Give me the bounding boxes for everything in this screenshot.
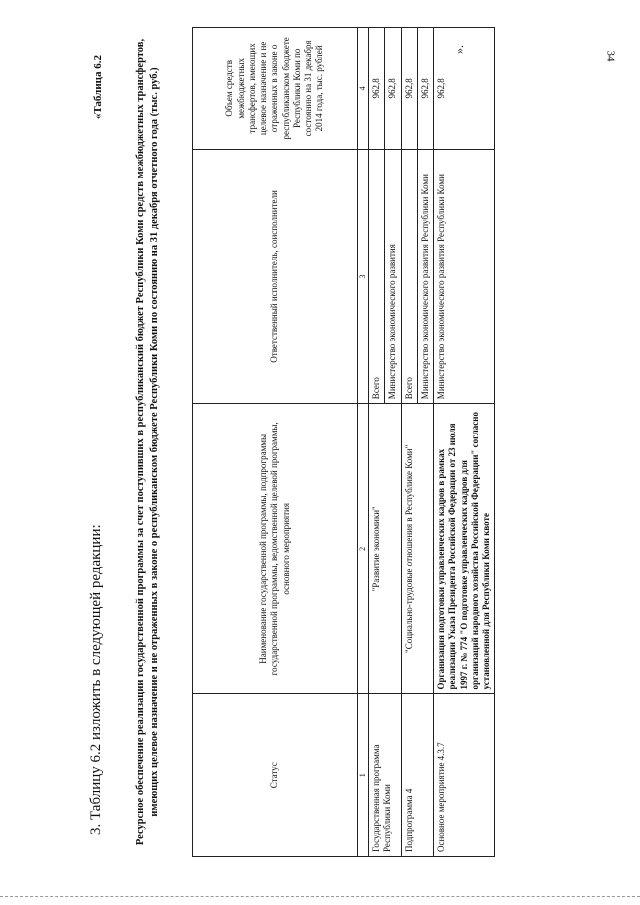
table-row bbox=[369, 28, 385, 857]
column-number: 3 bbox=[358, 149, 369, 404]
row-status: Подпрограмма 4 bbox=[401, 694, 434, 857]
table-row bbox=[401, 28, 417, 857]
row-name: "Развитие экономики" bbox=[369, 404, 402, 694]
table-header-row bbox=[193, 28, 358, 857]
row-value: 962,8 bbox=[401, 28, 417, 150]
footer-divider bbox=[0, 894, 640, 897]
row-value: 962,8 bbox=[417, 28, 433, 150]
column-number: 2 bbox=[358, 404, 369, 694]
table-row bbox=[434, 28, 495, 857]
page-number: 34 bbox=[604, 50, 617, 62]
row-value: 962,8 bbox=[385, 28, 401, 150]
resource-table bbox=[192, 27, 495, 857]
row-executor: Министерство экономического развития bbox=[385, 149, 401, 404]
header-program-name: Наименование государственной программы, подпрограммы государственной программы, ведомственной целевой программы, основного мероприятия bbox=[193, 404, 358, 694]
row-value: 962,8 bbox=[434, 28, 495, 150]
row-executor: Всего bbox=[369, 149, 385, 404]
column-number: 1 bbox=[358, 694, 369, 857]
header-status: Статус bbox=[193, 694, 358, 857]
column-number-row bbox=[358, 28, 369, 857]
column-number: 4 bbox=[358, 28, 369, 150]
row-executor: Министерство экономического развития Республики Коми bbox=[417, 149, 433, 404]
header-volume: Объем средств межбюджетных трансфертов, имеющих целевое назначение и не отраженных в законе о республиканском бюджете Республики Коми по состоянию на 31 декабря 2014 года, тыс. рублей bbox=[193, 28, 358, 150]
row-executor: Министерство экономического развития Республики Коми bbox=[434, 149, 495, 404]
row-executor: Всего bbox=[401, 149, 417, 404]
table-number-label: «Таблица 6.2 bbox=[92, 55, 104, 120]
header-executor: Ответственный исполнитель, соисполнители bbox=[193, 149, 358, 404]
row-status: Государственная программа Республики Коми bbox=[369, 694, 402, 857]
row-value: 962,8 bbox=[369, 28, 385, 150]
row-status: Основное мероприятие 4.3.7 bbox=[434, 694, 495, 857]
row-name: Организация подготовки управленческих кадров в рамках реализации Указа Президента Российской Федерации от 23 июля 1997 г. № 774 "О подготовке управленческих кадров для организаций народного хозяйства Российской Федерации" согласно установленной для Республики Коми квоте bbox=[434, 404, 495, 694]
table-caption: Ресурсное обеспечение реализации государственной программы за счет поступивших в республиканский бюджет Республики Коми средств межбюджетных трансфертов, имеющих целевое назначение и не отраженных в законе о республиканском бюджете Республики Коми по состоянию на 31 декабря отчетного года (тыс. руб.) bbox=[135, 38, 161, 846]
closing-quote-mark: ». bbox=[452, 45, 466, 54]
row-name: "Социально-трудовые отношения в Республике Коми" bbox=[401, 404, 434, 694]
amendment-heading: 3. Таблицу 6.2 изложить в следующей редакции: bbox=[88, 524, 104, 835]
